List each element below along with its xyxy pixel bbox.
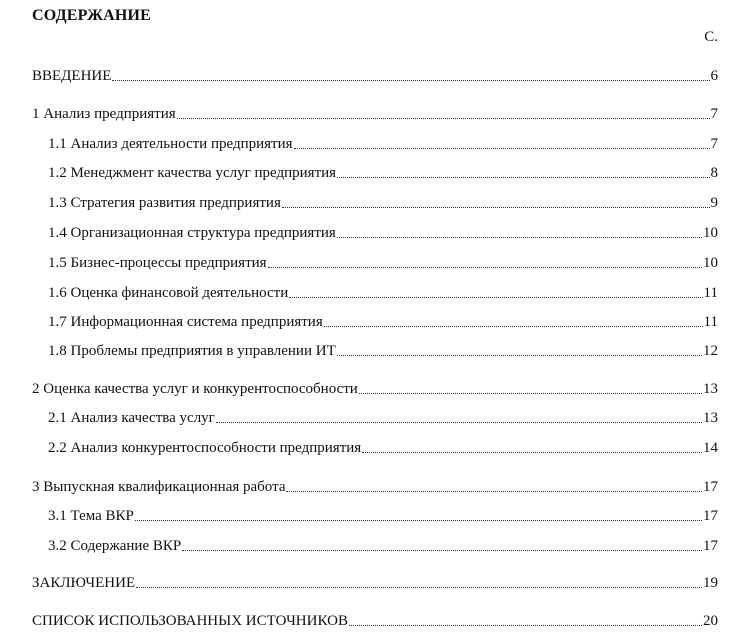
toc-entry	[32, 104, 718, 124]
toc-entry	[48, 536, 718, 556]
toc-dot-leader	[337, 236, 702, 238]
toc-entry	[32, 477, 718, 497]
toc-entry-page-number: 13	[703, 381, 718, 397]
toc-entry-text: ЗАКЛЮЧЕНИЕ	[32, 575, 136, 591]
toc-entry	[48, 163, 718, 183]
toc-entry	[48, 408, 718, 428]
toc-dot-leader	[294, 147, 710, 149]
toc-entry-text: 1.2 Менеджмент качества услуг предприятия	[48, 165, 337, 181]
toc-entry	[48, 193, 718, 213]
toc-entry	[48, 283, 718, 303]
toc-entry-text: 3.2 Содержание ВКР	[48, 538, 182, 554]
toc-dot-leader	[216, 421, 702, 423]
toc-entry-page-number: 7	[710, 136, 718, 152]
toc-dot-leader	[337, 176, 709, 178]
toc-dot-leader	[349, 624, 702, 626]
toc-entry-text: 1.1 Анализ деятельности предприятия	[48, 136, 293, 152]
toc-entry-text: 2 Оценка качества услуг и конкурентоспособности	[32, 381, 358, 397]
toc-entry-page-number: 20	[703, 613, 718, 629]
toc-entry	[48, 312, 718, 332]
toc-dot-leader	[135, 519, 702, 521]
toc-dot-leader	[282, 206, 710, 208]
toc-entry-text: 2.1 Анализ качества услуг	[48, 410, 215, 426]
toc-entry-text: 1.8 Проблемы предприятия в управлении ИТ	[48, 343, 336, 359]
toc-entry	[32, 66, 718, 86]
toc-entry-text: 3.1 Тема ВКР	[48, 508, 134, 524]
toc-dot-leader	[136, 586, 702, 588]
toc-entry-page-number: 17	[703, 479, 718, 495]
toc-entry	[48, 253, 718, 273]
toc-entry-page-number: 12	[703, 343, 718, 359]
toc-entry-page-number: 11	[703, 314, 718, 330]
toc-entry-page-number: 10	[703, 255, 718, 271]
toc-entry-page-number: 13	[703, 410, 718, 426]
toc-dot-leader	[289, 296, 702, 298]
toc-title: СОДЕРЖАНИЕ	[32, 7, 152, 24]
toc-entry-page-number: 7	[710, 106, 718, 122]
toc-entry	[32, 611, 718, 631]
toc-dot-leader	[177, 117, 710, 119]
toc-entry-text: 2.2 Анализ конкурентоспособности предприятия	[48, 440, 362, 456]
toc-entry-page-number: 9	[710, 195, 718, 211]
toc-entry	[32, 573, 718, 593]
toc-entry-text: 1.5 Бизнес-процессы предприятия	[48, 255, 267, 271]
toc-dot-leader	[182, 549, 702, 551]
page-column-label: С.	[704, 29, 718, 45]
toc-entry-page-number: 10	[703, 225, 718, 241]
toc-entry	[48, 341, 718, 361]
toc-entry-text: 1.7 Информационная система предприятия	[48, 314, 323, 330]
toc-entry-text: 1.3 Стратегия развития предприятия	[48, 195, 281, 211]
toc-entry-text: 3 Выпускная квалификационная работа	[32, 479, 286, 495]
toc-entry	[48, 134, 718, 154]
toc-dot-leader	[112, 79, 709, 81]
toc-entry-page-number: 8	[710, 165, 718, 181]
toc-dot-leader	[362, 451, 702, 453]
toc-entry-page-number: 19	[703, 575, 718, 591]
toc-dot-leader	[268, 266, 702, 268]
toc-dot-leader	[324, 325, 703, 327]
toc-entry-page-number: 17	[703, 538, 718, 554]
toc-entry-text: ВВЕДЕНИЕ	[32, 68, 112, 84]
toc-entry-text: 1 Анализ предприятия	[32, 106, 176, 122]
toc-entry	[48, 223, 718, 243]
toc-entry-text: 1.6 Оценка финансовой деятельности	[48, 285, 289, 301]
toc-entry-text: СПИСОК ИСПОЛЬЗОВАННЫХ ИСТОЧНИКОВ	[32, 613, 348, 629]
toc-dot-leader	[337, 354, 702, 356]
toc-entry-text: 1.4 Организационная структура предприятия	[48, 225, 336, 241]
toc-dot-leader	[286, 490, 702, 492]
toc-entry-page-number: 14	[703, 440, 718, 456]
toc-entry	[48, 506, 718, 526]
toc-entry-page-number: 17	[703, 508, 718, 524]
toc-entry	[48, 438, 718, 458]
toc-dot-leader	[359, 392, 702, 394]
toc-entry	[32, 379, 718, 399]
toc-entry-page-number: 6	[710, 68, 718, 84]
toc-entry-page-number: 11	[703, 285, 718, 301]
